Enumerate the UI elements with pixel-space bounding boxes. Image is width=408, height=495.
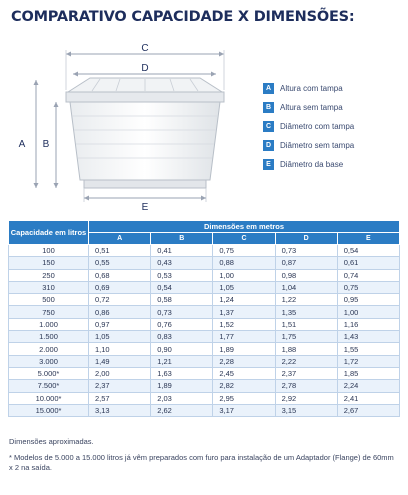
- dimension-cell-c: 1,37: [213, 306, 275, 318]
- dimension-cell-a: 2,00: [89, 367, 151, 379]
- legend-badge-c: C: [263, 121, 274, 132]
- dimension-cell-a: 1,49: [89, 355, 151, 367]
- legend-text-d: Diâmetro sem tampa: [280, 140, 355, 150]
- models-note: * Modelos de 5.000 a 15.000 litros já vêm preparados com furo para instalação de um Adaptador (Flange) de 60mm x 2 na saída.: [9, 453, 394, 472]
- table-row: [9, 245, 400, 257]
- capacity-cell: 100: [9, 245, 89, 257]
- table-row: [9, 380, 400, 392]
- dimension-cell-c: 1,05: [213, 281, 275, 293]
- column-header-d: D: [275, 233, 337, 245]
- dimension-cell-a: 1,10: [89, 343, 151, 355]
- dimensions-group-header: Dimensões em metros: [89, 221, 400, 233]
- dimension-cell-d: 1,22: [275, 294, 337, 306]
- dimension-cell-c: 1,24: [213, 294, 275, 306]
- dimension-cell-a: 1,05: [89, 331, 151, 343]
- dimension-cell-b: 0,90: [151, 343, 213, 355]
- page-title: COMPARATIVO CAPACIDADE X DIMENSÕES:: [11, 9, 355, 25]
- column-header-a: A: [89, 233, 151, 245]
- dimension-cell-e: 0,95: [337, 294, 399, 306]
- capacity-cell: 15.000*: [9, 404, 89, 416]
- dimension-cell-c: 2,95: [213, 392, 275, 404]
- dimension-cell-a: 0,55: [89, 257, 151, 269]
- table-row: [9, 392, 400, 404]
- dimension-cell-d: 1,04: [275, 281, 337, 293]
- dimension-cell-b: 0,43: [151, 257, 213, 269]
- capacity-cell: 10.000*: [9, 392, 89, 404]
- dimension-cell-d: 1,35: [275, 306, 337, 318]
- capacity-cell: 250: [9, 269, 89, 281]
- capacity-cell: 1.500: [9, 331, 89, 343]
- legend-badge-b: B: [263, 102, 274, 113]
- capacity-cell: 310: [9, 281, 89, 293]
- dimension-cell-c: 0,75: [213, 245, 275, 257]
- approx-note: Dimensões aproximadas.: [9, 437, 94, 446]
- dimension-cell-a: 2,37: [89, 380, 151, 392]
- dimension-cell-d: 2,78: [275, 380, 337, 392]
- table-row: [9, 404, 400, 416]
- dimension-cell-e: 0,74: [337, 269, 399, 281]
- dimension-cell-e: 0,61: [337, 257, 399, 269]
- dimension-cell-a: 0,86: [89, 306, 151, 318]
- legend-item-b: [263, 98, 403, 116]
- dimension-cell-d: 0,98: [275, 269, 337, 281]
- dimension-cell-d: 1,51: [275, 318, 337, 330]
- capacity-cell: 150: [9, 257, 89, 269]
- dimension-cell-b: 0,58: [151, 294, 213, 306]
- table-row: [9, 331, 400, 343]
- dimension-cell-a: 0,51: [89, 245, 151, 257]
- dimension-cell-c: 1,00: [213, 269, 275, 281]
- dimension-e-label: E: [141, 202, 149, 212]
- legend-text-b: Altura sem tampa: [280, 102, 343, 112]
- dimension-cell-c: 1,52: [213, 318, 275, 330]
- dimension-cell-b: 1,21: [151, 355, 213, 367]
- capacity-cell: 3.000: [9, 355, 89, 367]
- legend-item-e: [263, 155, 403, 173]
- dimension-cell-e: 0,54: [337, 245, 399, 257]
- dimension-cell-b: 0,83: [151, 331, 213, 343]
- tank-body: [70, 102, 220, 180]
- dimension-cell-d: 0,87: [275, 257, 337, 269]
- legend-badge-a: A: [263, 83, 274, 94]
- dimension-cell-a: 0,72: [89, 294, 151, 306]
- column-header-c: C: [213, 233, 275, 245]
- dimension-cell-e: 1,85: [337, 367, 399, 379]
- table-row: [9, 367, 400, 379]
- dimension-cell-b: 1,63: [151, 367, 213, 379]
- dimension-d-label: D: [141, 63, 149, 74]
- legend-badge-d: D: [263, 140, 274, 151]
- capacity-cell: 7.500*: [9, 380, 89, 392]
- dimension-cell-d: 2,92: [275, 392, 337, 404]
- dimension-cell-b: 2,62: [151, 404, 213, 416]
- dimension-cell-c: 3,17: [213, 404, 275, 416]
- dimension-cell-b: 0,73: [151, 306, 213, 318]
- dimension-cell-b: 0,41: [151, 245, 213, 257]
- dimension-cell-c: 2,45: [213, 367, 275, 379]
- dimension-cell-d: 2,37: [275, 367, 337, 379]
- dimension-cell-b: 0,76: [151, 318, 213, 330]
- dimension-cell-d: 1,88: [275, 343, 337, 355]
- dimension-cell-d: 0,73: [275, 245, 337, 257]
- dimension-cell-a: 2,57: [89, 392, 151, 404]
- legend-text-c: Diâmetro com tampa: [280, 121, 355, 131]
- dimension-cell-e: 1,43: [337, 331, 399, 343]
- capacity-header: Capacidade em litros: [9, 221, 89, 245]
- legend-text-a: Altura com tampa: [280, 83, 343, 93]
- dimension-legend: [263, 79, 403, 174]
- dimension-cell-c: 2,82: [213, 380, 275, 392]
- dimension-cell-b: 0,53: [151, 269, 213, 281]
- dimension-cell-a: 3,13: [89, 404, 151, 416]
- legend-badge-e: E: [263, 159, 274, 170]
- capacity-cell: 1.000: [9, 318, 89, 330]
- dimension-cell-d: 3,15: [275, 404, 337, 416]
- dimension-cell-c: 1,89: [213, 343, 275, 355]
- dimension-cell-c: 1,77: [213, 331, 275, 343]
- dimension-cell-e: 2,24: [337, 380, 399, 392]
- table-row: [9, 257, 400, 269]
- dimension-cell-e: 1,55: [337, 343, 399, 355]
- dimension-cell-d: 2,22: [275, 355, 337, 367]
- column-header-b: B: [151, 233, 213, 245]
- capacity-cell: 5.000*: [9, 367, 89, 379]
- table-body: [9, 245, 400, 417]
- table-row: [9, 306, 400, 318]
- dimension-b-label: B: [42, 139, 50, 150]
- capacity-cell: 2.000: [9, 343, 89, 355]
- dimension-cell-a: 0,69: [89, 281, 151, 293]
- table-row: [9, 318, 400, 330]
- tank-base: [84, 180, 206, 188]
- legend-item-c: [263, 117, 403, 135]
- dimension-cell-b: 1,89: [151, 380, 213, 392]
- dimension-cell-c: 2,28: [213, 355, 275, 367]
- column-header-e: E: [337, 233, 399, 245]
- dimension-cell-a: 0,68: [89, 269, 151, 281]
- legend-item-a: [263, 79, 403, 97]
- capacity-cell: 500: [9, 294, 89, 306]
- dimension-cell-e: 1,72: [337, 355, 399, 367]
- legend-item-d: [263, 136, 403, 154]
- dimension-cell-d: 1,75: [275, 331, 337, 343]
- dimension-a-label: A: [18, 139, 26, 150]
- table-row: [9, 294, 400, 306]
- dimension-c-label: C: [141, 43, 149, 54]
- tank-rim: [66, 92, 224, 102]
- dimension-cell-e: 2,67: [337, 404, 399, 416]
- table-row: [9, 281, 400, 293]
- dimension-cell-e: 1,16: [337, 318, 399, 330]
- capacity-cell: 750: [9, 306, 89, 318]
- dimension-cell-c: 0,88: [213, 257, 275, 269]
- dimension-cell-b: 2,03: [151, 392, 213, 404]
- dimension-cell-e: 2,41: [337, 392, 399, 404]
- table-row: [9, 343, 400, 355]
- dimension-cell-b: 0,54: [151, 281, 213, 293]
- dimension-cell-e: 0,75: [337, 281, 399, 293]
- dimensions-table: [8, 220, 400, 417]
- dimension-cell-a: 0,97: [89, 318, 151, 330]
- table-row: [9, 269, 400, 281]
- table-row: [9, 355, 400, 367]
- legend-text-e: Diâmetro da base: [280, 159, 344, 169]
- dimension-cell-e: 1,00: [337, 306, 399, 318]
